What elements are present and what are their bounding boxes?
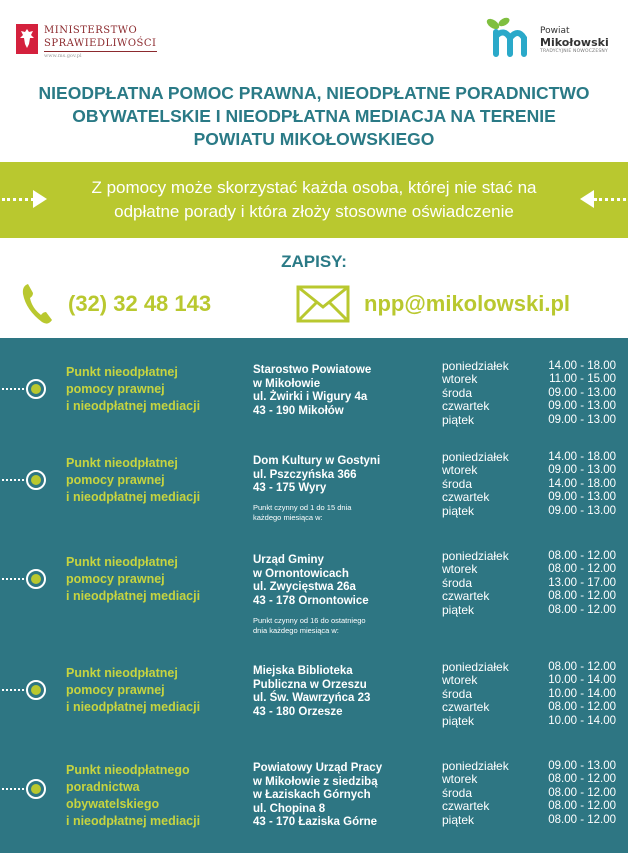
day: czwartek	[442, 700, 490, 715]
day: wtorek	[442, 772, 478, 787]
address-line: ul. Zwycięstwa 26a	[253, 581, 356, 593]
timeline-node	[0, 679, 50, 701]
day: poniedziałek	[442, 549, 509, 563]
day: środa	[442, 686, 473, 701]
hours: 10.00 - 14.00	[548, 714, 616, 727]
location-note	[253, 616, 433, 636]
day: piątek	[442, 503, 475, 518]
hours: 14.00 - 18.00	[548, 451, 616, 463]
hours: 08.00 - 12.00	[548, 661, 616, 673]
label-line: pomocy prawnej	[66, 683, 165, 697]
location-address	[253, 455, 433, 496]
hours: 13.00 - 17.00	[548, 576, 616, 589]
hours: 08.00 - 12.00	[548, 603, 616, 616]
address-line: Dom Kultury w Gostyni	[253, 455, 381, 467]
label-line: pomocy prawnej	[66, 473, 165, 487]
location-address	[253, 364, 433, 418]
polish-eagle-icon	[16, 24, 38, 54]
day: piątek	[442, 412, 475, 427]
hours: 08.00 - 12.00	[548, 550, 616, 562]
address-line: w Łaziskach Górnych	[253, 789, 371, 801]
timeline-node	[0, 778, 50, 800]
day: środa	[442, 575, 473, 590]
hours: 09.00 - 13.00	[548, 413, 616, 426]
timeline-node	[0, 469, 50, 491]
location-label	[66, 665, 246, 716]
title-line: OBYWATELSKIE I NIEODPŁATNA MEDIACJA NA TERENIE	[72, 106, 556, 126]
location-label	[66, 554, 246, 605]
day: poniedziałek	[442, 759, 509, 773]
ministry-line1: MINISTERSTWO	[44, 25, 138, 36]
day: wtorek	[442, 673, 478, 688]
email-address[interactable]: npp@mikolowski.pl	[364, 291, 571, 316]
address-line: ul. Pszczyńska 366	[253, 468, 357, 481]
address-line: w Ornontowicach	[253, 567, 349, 580]
location-label	[66, 364, 246, 415]
hours: 08.00 - 12.00	[548, 563, 616, 576]
address-line: Miejska Biblioteka	[253, 665, 353, 677]
day: czwartek	[442, 799, 490, 814]
page-title	[0, 82, 628, 151]
email-contact	[296, 282, 570, 326]
hours: 11.00 - 15.00	[549, 373, 616, 386]
hours: 14.00 - 18.00	[548, 360, 616, 372]
powiat-m-leaf-icon	[484, 16, 536, 58]
header	[0, 0, 628, 160]
location-label	[66, 455, 246, 506]
address-line: ul. Chopina 8	[253, 802, 326, 815]
timeline-node	[0, 568, 50, 590]
ministry-url: www.ms.gov.pl	[44, 53, 82, 59]
schedule-days	[442, 760, 532, 827]
address-line: 43 - 178 Ornontowice	[253, 594, 369, 607]
hours: 09.00 - 13.00	[548, 504, 616, 517]
hours: 08.00 - 12.00	[548, 800, 616, 813]
address-line: 43 - 180 Orzesze	[253, 705, 343, 718]
day: czwartek	[442, 399, 490, 414]
label-line: Punkt nieodpłatnego	[66, 763, 190, 777]
hours: 14.00 - 18.00	[548, 477, 616, 490]
hours: 08.00 - 12.00	[548, 786, 616, 799]
hours: 08.00 - 12.00	[548, 701, 616, 714]
label-line: i nieodpłatnej mediacji	[66, 700, 201, 714]
address-line: ul. Św. Wawrzyńca 23	[253, 692, 371, 704]
hours: 08.00 - 12.00	[548, 590, 616, 603]
label-line: i nieodpłatnej mediacji	[66, 399, 201, 413]
zapisy-heading: ZAPISY:	[281, 252, 347, 271]
powiat-line2: Mikołowski	[540, 36, 609, 49]
day: wtorek	[442, 372, 478, 387]
hours: 09.00 - 13.00	[548, 491, 616, 504]
envelope-icon	[296, 285, 350, 323]
arrow-left-icon	[580, 190, 594, 208]
dotted-line-left	[2, 198, 34, 201]
note-line: dnia każdego miesiąca w:	[253, 626, 339, 635]
location-label	[66, 762, 246, 830]
hours: 09.00 - 13.00	[548, 464, 616, 477]
dotted-line-right	[594, 198, 626, 201]
note-line: Punkt czynny od 16 do ostatniego	[253, 616, 366, 625]
banner-line: odpłatne porady i która złoży stosowne oświadczenie	[114, 202, 514, 221]
day: czwartek	[442, 490, 490, 505]
title-line: NIEODPŁATNA POMOC PRAWNA, NIEODPŁATNE PORADNICTWO	[38, 83, 590, 103]
day: czwartek	[442, 589, 490, 604]
hours: 10.00 - 14.00	[548, 674, 616, 687]
schedule-days	[442, 661, 532, 728]
location-address	[253, 554, 433, 608]
day: środa	[442, 785, 473, 800]
address-line: 43 - 175 Wyry	[253, 482, 327, 494]
timeline-node	[0, 378, 50, 400]
label-line: poradnictwa	[66, 780, 140, 794]
hours: 09.00 - 13.00	[548, 386, 616, 399]
ministry-line2: SPRAWIEDLIWOŚCI	[44, 37, 157, 52]
powiat-slogan: TRADYCYJNIE NOWOCZESNY	[540, 49, 608, 54]
location-address	[253, 665, 433, 719]
hours: 10.00 - 14.00	[548, 687, 616, 700]
powiat-logo	[484, 16, 609, 58]
address-line: Publiczna w Orzeszu	[253, 678, 367, 691]
label-line: pomocy prawnej	[66, 382, 165, 396]
label-line: Punkt nieodpłatnej	[66, 666, 178, 680]
banner-line: Z pomocy może skorzystać każda osoba, której nie stać na	[91, 178, 537, 197]
note-line: każdego miesiąca w:	[253, 513, 323, 522]
hours: 09.00 - 13.00	[548, 400, 616, 413]
label-line: Punkt nieodpłatnej	[66, 456, 178, 470]
label-line: i nieodpłatnej mediacji	[66, 814, 201, 828]
address-line: Starostwo Powiatowe	[253, 364, 372, 376]
schedule-hours	[536, 661, 616, 728]
address-line: w Mikołowie	[253, 377, 321, 390]
address-line: Powiatowy Urząd Pracy	[253, 762, 383, 774]
schedule-days	[442, 451, 532, 518]
banner-text	[50, 176, 578, 224]
address-line: 43 - 170 Łaziska Górne	[253, 816, 378, 828]
schedule-hours	[536, 550, 616, 617]
day: wtorek	[442, 463, 478, 478]
day: piątek	[442, 713, 475, 728]
label-line: Punkt nieodpłatnej	[66, 365, 178, 379]
phone-number[interactable]: (32) 32 48 143	[68, 291, 212, 316]
phone-icon	[20, 282, 54, 326]
address-line: Urząd Gminy	[253, 554, 324, 566]
title-line: POWIATU MIKOŁOWSKIEGO	[193, 129, 435, 149]
hours: 09.00 - 13.00	[548, 760, 616, 772]
schedule-days	[442, 550, 532, 617]
label-line: i nieodpłatnej mediacji	[66, 589, 201, 603]
location-note	[253, 503, 433, 523]
label-line: obywatelskiego	[66, 797, 160, 811]
day: poniedziałek	[442, 450, 509, 464]
label-line: i nieodpłatnej mediacji	[66, 490, 201, 504]
day: piątek	[442, 602, 475, 617]
schedule-days	[442, 360, 532, 427]
phone-contact	[20, 282, 211, 326]
schedule-hours	[536, 451, 616, 518]
day: poniedziałek	[442, 660, 509, 674]
hours: 08.00 - 12.00	[548, 813, 616, 826]
ministry-logo	[16, 24, 157, 61]
locations-panel	[0, 338, 628, 853]
schedule-hours	[536, 760, 616, 827]
day: piątek	[442, 812, 475, 827]
schedule-hours	[536, 360, 616, 427]
day: środa	[442, 476, 473, 491]
address-line: w Mikołowie z siedzibą	[253, 775, 378, 788]
hours: 08.00 - 12.00	[548, 773, 616, 786]
day: poniedziałek	[442, 359, 509, 373]
day: środa	[442, 385, 473, 400]
label-line: pomocy prawnej	[66, 572, 165, 586]
location-address	[253, 762, 433, 830]
address-line: 43 - 190 Mikołów	[253, 404, 344, 417]
day: wtorek	[442, 562, 478, 577]
label-line: Punkt nieodpłatnej	[66, 555, 178, 569]
note-line: Punkt czynny od 1 do 15 dnia	[253, 503, 352, 512]
address-line: ul. Żwirki i Wigury 4a	[253, 391, 368, 403]
info-banner	[0, 162, 628, 238]
powiat-line1: Powiat	[540, 26, 570, 36]
arrow-right-icon	[33, 190, 47, 208]
